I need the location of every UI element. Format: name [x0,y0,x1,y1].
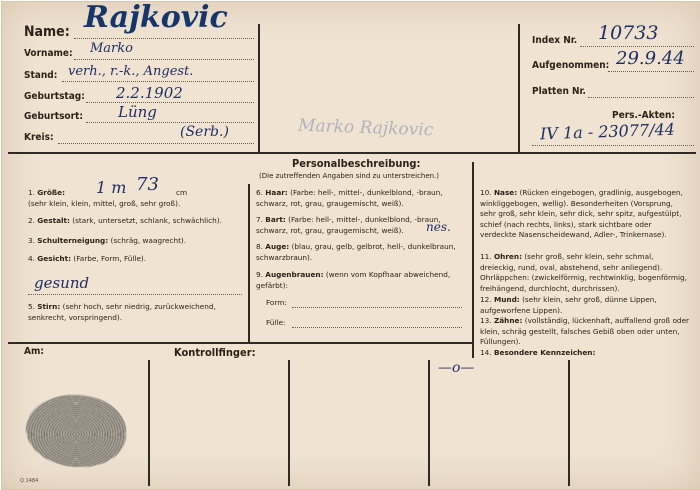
kreis-value: (Serb.) [180,124,229,140]
eyebrow-fullness: Fülle: [266,318,286,327]
stand-label: Stand: [24,70,58,81]
item-num: 13. [480,316,492,325]
item-num: 1. [28,188,35,197]
geburtsort-label: Geburtsort: [24,111,83,122]
item-num: 14. [480,348,492,357]
item-text: (sehr hoch, sehr niedrig, zurückweichend, senkrecht, vorspringend). [28,302,216,322]
item-text: (sehr klein, klein, mittel, groß, sehr groß). [28,198,181,208]
eyebrow-fullness-line [292,327,462,328]
platten-label: Platten Nr. [532,86,586,97]
item-14-marks [480,348,690,359]
kreis-line [58,143,254,144]
item-2-build [28,216,243,227]
item-label: Größe: [37,188,66,197]
item-label: Stirn: [37,302,61,311]
item-num: 4. [28,254,35,263]
item-num: 6. [256,188,263,197]
geburtstag-label: Geburtstag: [24,91,85,102]
item-5-forehead [28,302,243,323]
item-11-ears [480,252,690,294]
item-text: (vollständig, lückenhaft, auffallend groß oder klein, schräg gestellt, falsches Gebiß oben oder unten, Füllungen). [480,316,690,346]
pers-akten-line [532,145,694,146]
eyebrow-form-line [292,307,462,308]
item-label: Ohren: [493,252,522,261]
index-value: 10733 [598,22,659,44]
item-label: Gesicht: [37,254,72,263]
name-label: Name: [24,24,70,40]
marks-value: —o— [438,360,475,376]
pers-akten-value: IV 1a - 23077/44 [539,119,676,144]
vorname-value: Marko [90,41,133,56]
item-4-face [28,254,243,265]
aufgenommen-label: Aufgenommen: [532,60,610,71]
geburtstag-line [86,102,254,103]
item-label: Besondere Kennzeichen: [493,348,596,357]
item-label: Auge: [265,242,290,251]
item-text: (Farbe: hell-, mittel-, dunkelblond, -braun, schwarz, rot, grau, graugemischt, weiß). [256,215,441,235]
stand-line [62,81,254,82]
item-num: 12. [480,295,492,304]
face-line [28,294,242,295]
form-code: Q 1484 [20,478,39,484]
item-text: (stark, untersetzt, schlank, schwächlich). [72,216,222,225]
item-9-eyebrows [256,270,468,291]
item-num: 9. [256,270,263,279]
item-label: Zähne: [493,316,523,325]
name-line [74,38,254,39]
item-num: 11. [480,252,492,261]
size-unit: cm [176,188,188,197]
item-10-nose [480,188,690,241]
desc-divider-right [472,162,474,358]
item-label: Schulterneigung: [37,236,109,245]
item-text: (sehr groß, sehr klein, sehr schmal, dreieckig, rund, oval, abstehend, sehr anliegend). Ohrläppchen: (zwickelförmig, rechtwinklig, bogenförmig, freihängend, durchlocht, durchrissen). [480,252,687,293]
kreis-label: Kreis: [24,132,54,143]
finger-box-4 [568,360,570,486]
vorname-line [74,59,254,60]
face-value: gesund [34,274,90,292]
item-label: Nase: [493,188,518,197]
size-cm-value: 73 [136,174,159,195]
item-label: Bart: [265,215,286,224]
header-separator [8,152,696,154]
item-1-size [28,188,238,209]
size-meter-value: 1 m [96,178,127,197]
bottom-separator [8,342,473,344]
item-text: (schräg, waagrecht). [110,236,187,245]
fingerprint-image [26,395,126,467]
eyebrow-form: Form: [266,298,287,307]
pers-akten-label: Pers.-Akten: [612,110,675,121]
item-13-teeth [480,316,690,348]
item-text: (Rücken eingebogen, gradlinig, ausgebogen, winkliggebogen, wellig). Besonderheiten (Vorsprung, sehr groß, sehr klein, sehr dick, sehr spitz, aufgestülpt, schief (nach rechts, links), stark sichtbare oder verdeckte Nasenscheidewand, Adler-, Trinkernase). [480,188,683,239]
item-label: Haar: [265,188,288,197]
item-num: 10. [480,188,492,197]
faded-name-annotation: Marko Rajkovic [297,115,434,141]
vorname-label: Vorname: [24,48,73,59]
item-num: 3. [28,236,35,245]
item-text: (Farbe, Form, Fülle). [73,254,147,263]
description-subtitle: (Die zutreffenden Angaben sind zu unterstreichen.) [259,172,440,180]
kontrollfinger-label: Kontrollfinger: [174,346,256,359]
item-label: Mund: [493,295,520,304]
item-text: (blau, grau, gelb, gelbrot, hell-, dunkelbraun, schwarzbraun). [256,242,456,262]
item-num: 2. [28,216,35,225]
aufgenommen-line [608,71,694,72]
item-num: 5. [28,302,35,311]
description-title: Personalbeschreibung: [292,157,421,170]
item-12-mouth [480,295,690,316]
index-label: Index Nr. [532,35,578,46]
finger-box-1 [148,360,150,486]
beard-value: nes. [426,220,451,234]
index-line [580,46,694,47]
geburtsort-value: Lüng [118,103,157,121]
item-text: (sehr klein, sehr groß, dünne Lippen, aufgeworfene Lippen). [480,295,657,315]
top-divider-right [518,24,520,152]
item-6-hair [256,188,468,209]
item-num: 7. [256,215,263,224]
name-value: Rajkovic [84,1,228,35]
stand-value: verh., r.-k., Angest. [68,64,194,79]
item-text: (wenn vom Kopfhaar abweichend, gefärbt): [256,270,451,290]
item-label: Gestalt: [37,216,70,225]
aufgenommen-value: 29.9.44 [616,48,685,69]
finger-box-2 [288,360,290,486]
am-label: Am: [24,346,44,357]
top-divider-left [258,24,260,152]
item-num: 8. [256,242,263,251]
platten-line [588,97,694,98]
item-8-eyes [256,242,468,263]
desc-divider-left [248,184,250,342]
finger-box-3 [428,360,430,486]
geburtstag-value: 2.2.1902 [116,84,183,102]
item-text: (Farbe: hell-, mittel-, dunkelblond, -braun, schwarz, rot, grau, graugemischt, weiß). [256,188,443,208]
identity-card [1,1,700,490]
geburtsort-line [86,122,254,123]
item-label: Augenbrauen: [265,270,324,279]
item-3-shoulders [28,236,243,247]
